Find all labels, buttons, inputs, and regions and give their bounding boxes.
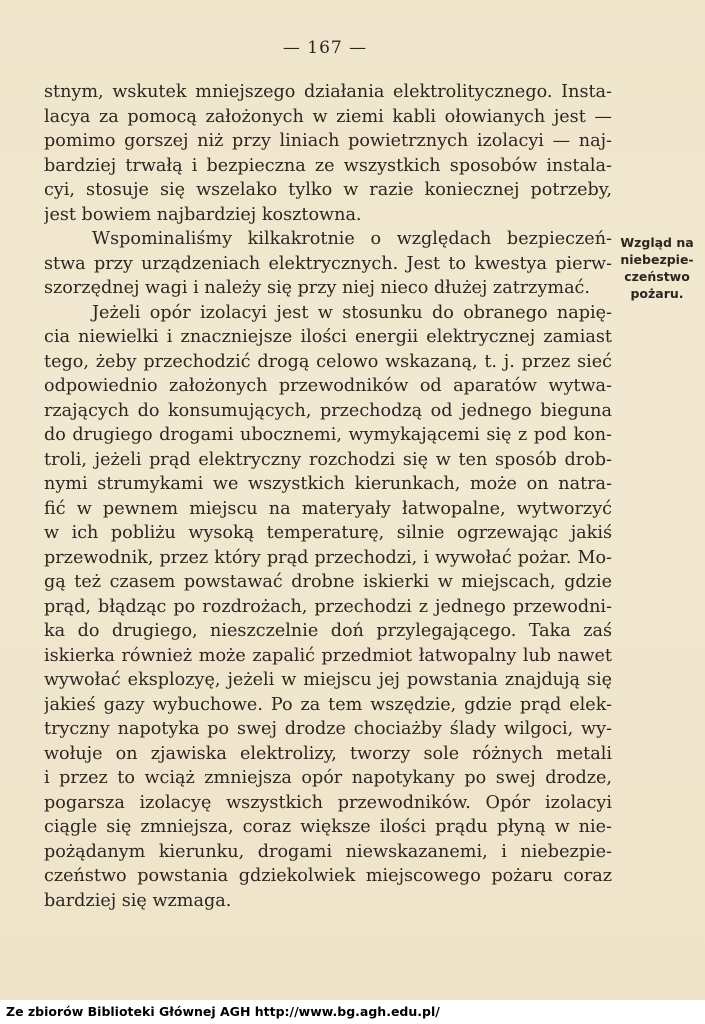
text-line: odpowiednio założonych przewodników od aparatów wytwa- [44,376,612,396]
text-line: szorzędnej wagi i należy się przy niej nieco dłużej zatrzymać. [44,278,590,298]
text-line: nymi strumykami we wszystkich kierunkach, może on natra- [44,474,612,494]
margin-note-line: czeństwo [624,269,690,284]
text-line: jest bowiem najbardziej kosztowna. [44,204,362,225]
text-line: iskierka również może zapalić przedmiot łatwopalny lub nawet [44,645,612,666]
text-line: wywołać eksplozyę, jeżeli w miejscu jej powstania znajdują się [44,670,612,690]
text-line: w ich pobliżu wysoką temperaturę, silnie ogrzewając jakiś [44,523,612,543]
margin-note-line: niebezpie- [620,252,694,267]
text-line: cia niewielki i znaczniejsze ilości energii elektrycznej zamiast [44,327,612,347]
text-line: i przez to wciąż zmniejsza opór napotykany po swej drodze, [44,768,612,788]
text-line: prąd, błądząc po rozdrożach, przechodzi z jednego przewodni- [44,596,612,617]
text-line: lacya za pomocą założonych w ziemi kabli ołowianych jest — [44,106,612,127]
page-number: — 167 — [282,38,368,58]
text-line: pomimo gorszej niż przy liniach powietrznych izolacyi — naj- [44,131,612,151]
text-line: gą też czasem powstawać drobne iskierki w miejscach, gdzie [44,572,612,592]
text-line: do drugiego drogami ubocznemi, wymykającemi się z pod kon- [44,425,612,445]
text-line: jakieś gazy wybuchowe. Po za tem wszędzie, gdzie prąd elek- [44,694,612,715]
text-line: tego, żeby przechodzić drogą celowo wskazaną, t. j. przez sieć [44,351,612,372]
text-line: pożądanym kierunku, drogami niewskazanemi, i niebezpie- [44,841,612,862]
margin-note [612,234,702,302]
body-text [44,80,612,913]
text-line: stnym, wskutek mniejszego działania elektrolitycznego. Insta- [44,82,612,102]
text-line: troli, jeżeli prąd elektryczny rozchodzi się w ten sposób drob- [44,449,612,470]
margin-note-line: pożaru. [630,286,684,301]
text-line: fić w pewnem miejscu na materyały łatwopalne, wytworzyć [44,498,612,519]
text-line: Jeżeli opór izolacyi jest w stosunku do obranego napię- [92,302,612,323]
text-line: stwa przy urządzeniach elektrycznych. Jest to kwestya pierw- [44,253,612,274]
text-line: cyi, stosuje się wszelako tylko w razie koniecznej potrzeby, [44,180,612,200]
text-line: ciągle się zmniejsza, coraz większe ilości prądu płyną w nie- [44,817,612,837]
text-line: rzających do konsumujących, przechodzą od jednego bieguna [44,400,612,421]
text-line: przewodnik, przez który prąd przechodzi, i wywołać pożar. Mo- [44,547,612,568]
text-line: bardziej się wzmaga. [44,890,232,911]
margin-note-line: Wzgląd na [620,235,694,250]
text-line: wołuje on zjawiska elektrolizy, tworzy sole różnych metali [44,743,612,764]
library-footer: Ze zbiorów Biblioteki Głównej AGH http://www.bg.agh.edu.pl/ [0,1000,705,1024]
text-line: czeństwo powstania gdziekolwiek miejscowego pożaru coraz [44,866,612,886]
text-line: ka do drugiego, nieszczelnie doń przylegającego. Taka zaś [44,621,612,641]
text-line: Wspominaliśmy kilkakrotnie o względach bezpieczeń- [92,229,612,249]
text-line: bardziej trwałą i bezpieczna ze wszystkich sposobów instala- [44,155,612,176]
text-line: pogarsza izolacyę wszystkich przewodników. Opór izolacyi [44,792,612,813]
text-line: tryczny napotyka po swej drodze chociażby ślady wilgoci, wy- [44,719,612,739]
